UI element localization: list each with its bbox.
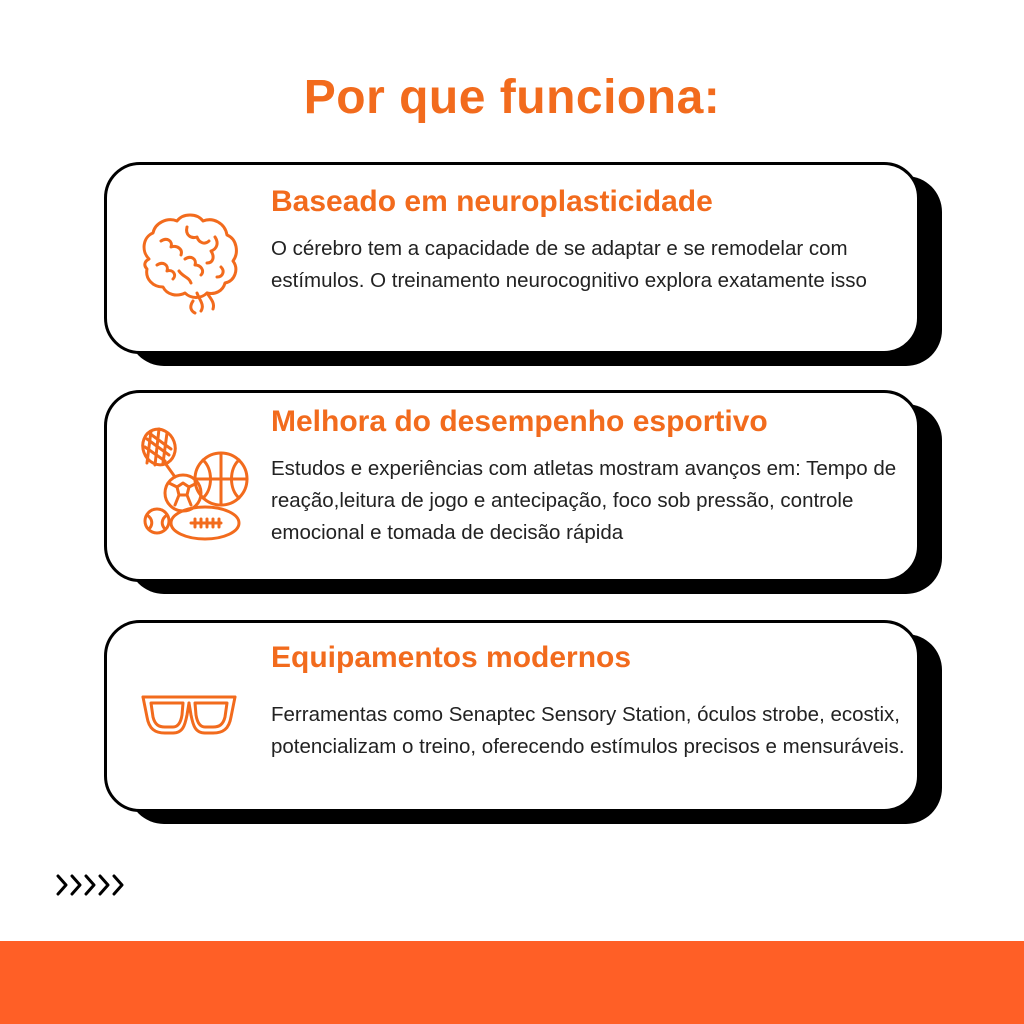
glasses-icon — [135, 663, 243, 771]
sports-balls-icon — [135, 427, 243, 535]
card-description: O cérebro tem a capacidade de se adaptar e se remodelar com estímulos. O treinamento neurocognitivo explora exatamente isso — [271, 237, 867, 292]
card-heading: Equipamentos modernos — [271, 641, 632, 674]
card-description: Estudos e experiências com atletas mostram avanços em: Tempo de reação,leitura de jogo e antecipação, foco sob pressão, controle emocional e tomada de decisão rápida — [271, 457, 897, 544]
footer-bar — [0, 941, 1024, 1024]
card-heading: Baseado em neuroplasticidade — [271, 185, 713, 218]
brain-icon — [135, 207, 243, 315]
card-body — [104, 390, 920, 582]
card-heading: Melhora do desempenho esportivo — [271, 405, 768, 438]
card-body — [104, 162, 920, 354]
page-title: Por que funciona: — [303, 71, 721, 124]
card-body — [104, 620, 920, 812]
next-arrows-icon[interactable] — [54, 870, 134, 900]
card-description: Ferramentas como Senaptec Sensory Station, óculos strobe, ecostix, potencializam o treino, oferecendo estímulos precisos e mensuráveis. — [271, 703, 905, 758]
